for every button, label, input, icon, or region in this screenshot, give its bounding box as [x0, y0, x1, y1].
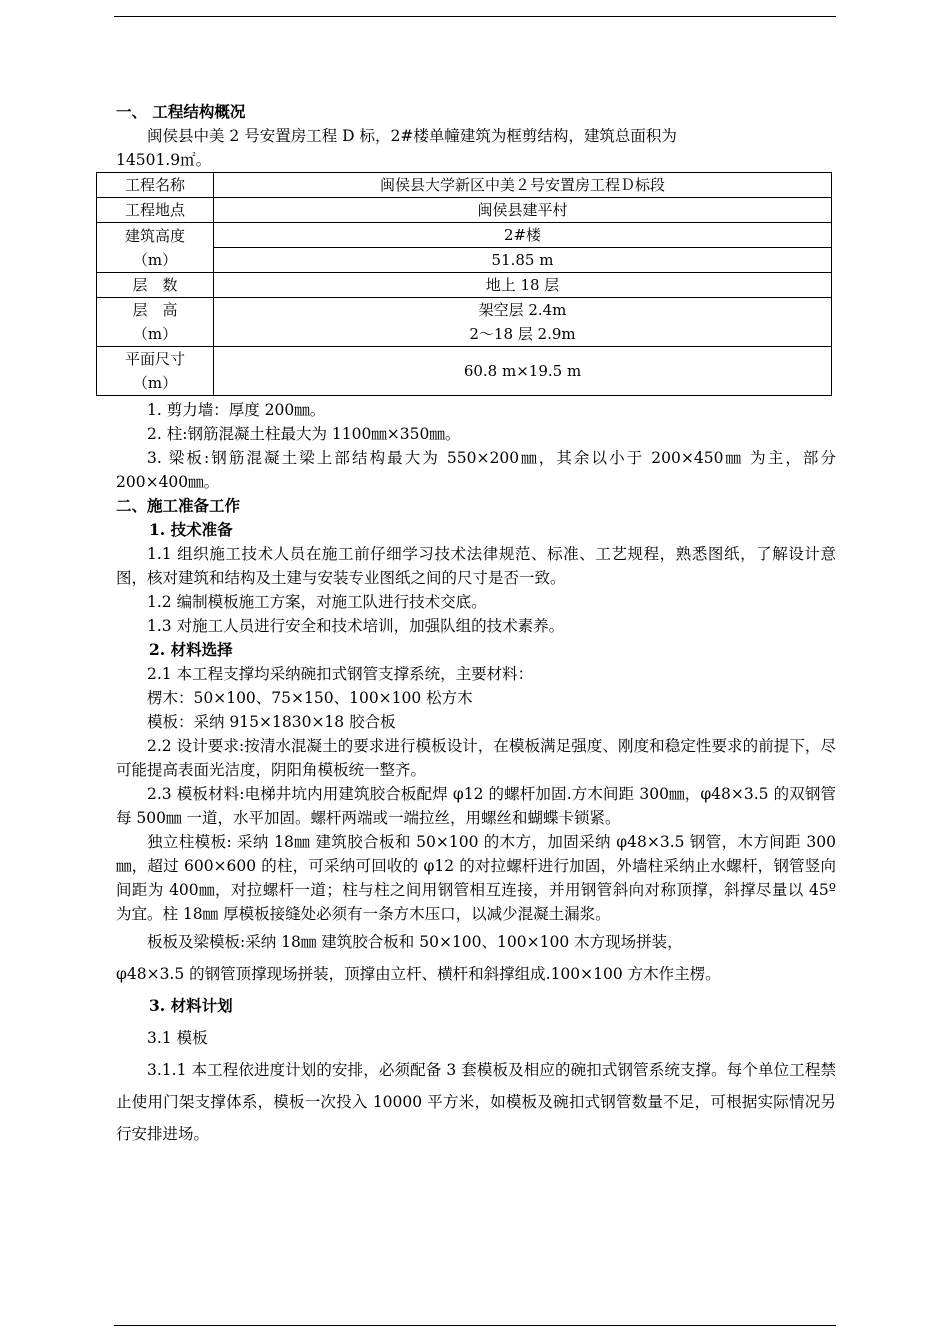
subheading-material-plan: 3. 材料计划 [149, 996, 233, 1015]
label-floors: 层 数 [97, 273, 214, 298]
section1-intro-line2: 14501.9㎡。 [116, 151, 212, 169]
para-1-3: 1.3 对施工人员进行安全和技术培训，加强队组的技术素养。 [147, 617, 565, 635]
para-slab-formwork-a: 板板及梁模板:采纳 18㎜ 建筑胶合板和 50×100、100×100 木方现场拼装， [147, 933, 683, 951]
label-building-height-b: （m） [132, 250, 178, 269]
label-floor-height-a: 层 高 [132, 301, 178, 319]
section1-heading: 一、 工程结构概况 [116, 102, 246, 121]
value-project-site: 闽侯县建平村 [214, 198, 832, 223]
label-building-height [97, 223, 214, 273]
value-building-no: 2#楼 [214, 223, 832, 248]
value-floors: 地上 18 层 [214, 273, 832, 298]
para-column-formwork: 独立柱模板: 采纳 18㎜ 建筑胶合板和 50×100 的木方，加固采纳 φ48×3.5 钢管，木方间距 300㎜，超过 600×600 的柱，可采纳可回收的 φ12 的对拉螺杆进行加固，外墙柱采纳止水螺杆，钢管竖向间距为 400㎜，对拉螺杆一道；柱与柱之间用钢管相互连接，并用钢管斜向对称顶撑，斜撑尽量以 45º 为宜。柱 18㎜ 厚模板接缝处必须有一条方木压口，以减少混凝土漏浆。 [116, 833, 836, 923]
para-2-1-formwork: 模板：采纳 915×1830×18 胶合板 [147, 713, 396, 731]
section2-heading: 二、施工准备工作 [116, 496, 241, 515]
para-3-1-1: 3.1.1 本工程依进度计划的安排，必须配备 3 套模板及相应的碗扣式钢管系统支撑。每个单位工程禁止使用门架支撑体系，模板一次投入 10000 平方米，如模板及碗扣式钢管数量不足，可根据实际情况另行安排进场。 [116, 1061, 836, 1143]
para-slab-formwork-b: φ48×3.5 的钢管顶撑现场拼装，顶撑由立杆、横杆和斜撑组成.100×100 方木作主楞。 [116, 965, 721, 983]
para-3-1: 3.1 模板 [147, 1029, 208, 1047]
value-floor-height-b: 2～18 层 2.9m [469, 325, 576, 343]
structure-item-2: 2. 柱:钢筋混凝土柱最大为 1100㎜×350㎜。 [147, 425, 461, 443]
para-1-2: 1.2 编制模板施工方案，对施工队进行技术交底。 [147, 593, 487, 611]
label-floor-height-b: （m） [132, 325, 178, 343]
section1-intro-line1: 闽侯县中美 2 号安置房工程 D 标，2#楼单幢建筑为框剪结构，建筑总面积为 [147, 127, 677, 145]
label-project-name: 工程名称 [97, 173, 214, 198]
structure-item-3: 3. 梁板:钢筋混凝土梁上部结构最大为 550×200㎜，其余以小于 200×450㎜ 为主，部分 200×400㎜。 [116, 449, 836, 491]
structure-item-1: 1. 剪力墙：厚度 200㎜。 [147, 401, 326, 419]
label-project-site: 工程地点 [97, 198, 214, 223]
label-plan-size [97, 347, 214, 396]
subheading-material-selection: 2. 材料选择 [149, 640, 233, 659]
para-1-1: 1.1 组织施工技术人员在施工前仔细学习技术法律规范、标准、工艺规程，熟悉图纸，了解设计意图，核对建筑和结构及土建与安装专业图纸之间的尺寸是否一致。 [116, 545, 836, 587]
para-2-3: 2.3 模板材料:电梯井坑内用建筑胶合板配焊 φ12 的螺杆加固.方木间距 300㎜，φ48×3.5 的双钢管每 500㎜ 一道，水平加固。螺杆两端或一端拉丝，用螺丝和蝴蝶卡锁紧。 [116, 785, 836, 827]
para-2-1-timber: 楞木：50×100、75×150、100×100 松方木 [147, 689, 473, 707]
value-floor-height-a: 架空层 2.4m [478, 301, 567, 319]
para-2-2: 2.2 设计要求:按清水混凝土的要求进行模板设计，在模板满足强度、刚度和稳定性要求的前提下，尽可能提高表面光洁度，阴阳角模板统一整齐。 [116, 737, 836, 779]
label-building-height-a: 建筑高度 [124, 226, 185, 245]
value-plan-size: 60.8 m×19.5 m [214, 347, 832, 396]
label-plan-size-a: 平面尺寸 [124, 350, 185, 368]
para-2-1: 2.1 本工程支撑均采纳碗扣式钢管支撑系统，主要材料： [147, 665, 534, 683]
value-project-name: 闽侯县大学新区中美２号安置房工程Ｄ标段 [214, 173, 832, 198]
header-rule [114, 16, 836, 17]
project-spec-table [96, 172, 832, 396]
value-floor-height [214, 298, 832, 347]
footer-rule [114, 1325, 836, 1326]
label-floor-height [97, 298, 214, 347]
value-building-height: 51.85 m [214, 248, 832, 273]
label-plan-size-b: （m） [132, 374, 178, 392]
subheading-tech-prep: 1. 技术准备 [149, 520, 233, 539]
document-body [116, 100, 836, 1150]
